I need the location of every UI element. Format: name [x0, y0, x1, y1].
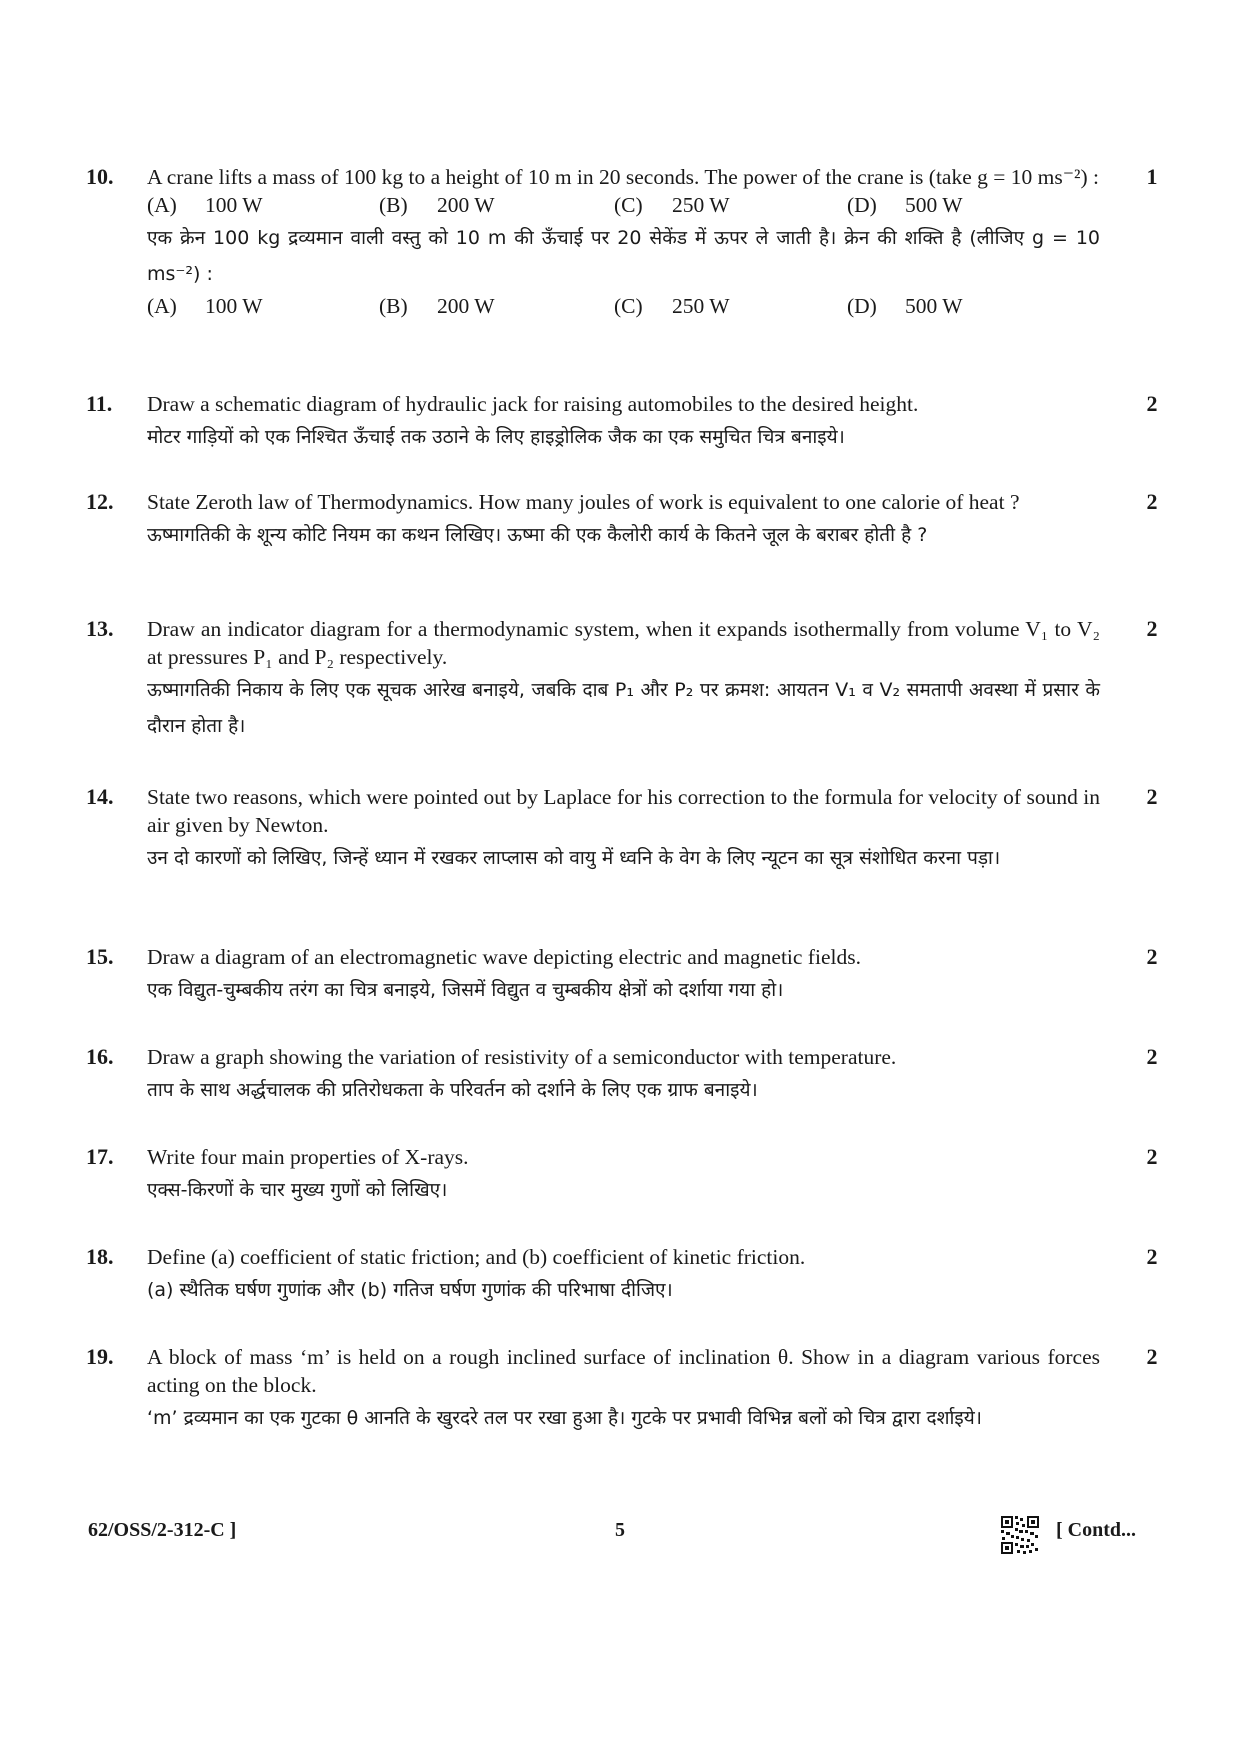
option-a: (A) 100 W	[147, 294, 263, 318]
question-text-hindi: एक क्रेन 100 kg द्रव्यमान वाली वस्तु को 10 m की ऊँचाई पर 20 सेकेंड में ऊपर ले जाती है। क्रेन की शक्ति है (लीजिए g = 10 ms⁻²) :	[147, 227, 1100, 285]
question-body	[147, 1243, 1100, 1308]
qr-code-icon	[1000, 1515, 1040, 1555]
question-body	[147, 488, 1100, 553]
question-marks: 2	[1146, 1044, 1158, 1069]
option-a: (A) 100 W	[147, 193, 263, 217]
option-d: (D) 500 W	[847, 193, 963, 217]
question-text-english: Draw a diagram of an electromagnetic wave depicting electric and magnetic fields.	[147, 945, 861, 969]
question-number: 14.	[86, 784, 114, 809]
continued-label: [ Contd...	[1056, 1519, 1137, 1541]
question-text-hindi: ऊष्मागतिकी के शून्य कोटि नियम का कथन लिखिए। ऊष्मा की एक कैलोरी कार्य के कितने जूल के बराबर होती है ?	[147, 524, 928, 546]
question-number: 10.	[86, 164, 114, 189]
question-number: 13.	[86, 616, 114, 641]
question-number: 11.	[86, 391, 113, 416]
option-b: (B) 200 W	[379, 294, 495, 318]
question-body	[147, 1143, 1100, 1208]
question-marks: 2	[1146, 1144, 1158, 1169]
question-text-hindi: (a) स्थैतिक घर्षण गुणांक और (b) गतिज घर्षण गुणांक की परिभाषा दीजिए।	[147, 1279, 673, 1301]
options-english	[147, 191, 1100, 219]
question-marks: 2	[1146, 616, 1158, 641]
question-text-english: Draw an indicator diagram for a thermodynamic system, when it expands isothermally from volume V₁ to V₂ at pressures P₁ and P₂ respectively.	[147, 617, 1100, 669]
question-marks: 2	[1146, 784, 1158, 809]
question-body	[147, 1043, 1100, 1108]
question-marks: 2	[1146, 944, 1158, 969]
question-marks: 2	[1146, 391, 1158, 416]
question-marks: 2	[1146, 1244, 1158, 1269]
option-c: (C) 250 W	[614, 294, 730, 318]
question-text-hindi: ‘m’ द्रव्यमान का एक गुटका θ आनति के खुरदरे तल पर रखा हुआ है। गुटके पर प्रभावी विभिन्न बलों को चित्र द्वारा दर्शाइये।	[147, 1407, 982, 1429]
option-b: (B) 200 W	[379, 193, 495, 217]
question-text-hindi: एक विद्युत-चुम्बकीय तरंग का चित्र बनाइये, जिसमें विद्युत व चुम्बकीय क्षेत्रों को दर्शाया गया हो।	[147, 979, 784, 1001]
question-body	[147, 390, 1100, 455]
question-number: 19.	[86, 1344, 114, 1369]
question-text-hindi: ऊष्मागतिकी निकाय के लिए एक सूचक आरेख बनाइये, जबकि दाब P₁ और P₂ पर क्रमश: आयतन V₁ व V₂ समतापी अवस्था में प्रसार के दौरान होता है।	[147, 679, 1100, 737]
question-text-hindi: ताप के साथ अर्द्धचालक की प्रतिरोधकता के परिवर्तन को दर्शाने के लिए एक ग्राफ बनाइये।	[147, 1079, 758, 1101]
question-text-hindi: मोटर गाड़ियों को एक निश्चित ऊँचाई तक उठाने के लिए हाइड्रोलिक जैक का एक समुचित चित्र बनाइये।	[147, 426, 845, 448]
question-text-english: A crane lifts a mass of 100 kg to a height of 10 m in 20 seconds. The power of the crane is (take g = 10 ms⁻²) :	[147, 165, 1100, 189]
question-text-english: State two reasons, which were pointed out by Laplace for his correction to the formula for velocity of sound in air given by Newton.	[147, 785, 1100, 837]
question-text-english: Define (a) coefficient of static friction; and (b) coefficient of kinetic friction.	[147, 1245, 806, 1269]
question-body	[147, 163, 1100, 320]
question-text-english: A block of mass ‘m’ is held on a rough inclined surface of inclination θ. Show in a diagram various forces acting on the block.	[147, 1345, 1100, 1397]
options-hindi	[147, 292, 1100, 320]
question-body	[147, 1343, 1100, 1436]
question-text-english: Draw a graph showing the variation of resistivity of a semiconductor with temperature.	[147, 1045, 897, 1069]
option-d: (D) 500 W	[847, 294, 963, 318]
question-text-english: State Zeroth law of Thermodynamics. How many joules of work is equivalent to one calorie of heat ?	[147, 490, 1020, 514]
question-number: 16.	[86, 1044, 114, 1069]
question-number: 12.	[86, 489, 114, 514]
question-number: 15.	[86, 944, 114, 969]
page-footer	[0, 1515, 1240, 1555]
question-body	[147, 615, 1100, 744]
question-text-hindi: एक्स-किरणों के चार मुख्य गुणों को लिखिए।	[147, 1179, 448, 1201]
question-marks: 1	[1146, 164, 1158, 189]
question-number: 18.	[86, 1244, 114, 1269]
question-marks: 2	[1146, 489, 1158, 514]
paper-code: 62/OSS/2-312-C ]	[88, 1519, 237, 1541]
page-number: 5	[615, 1519, 625, 1541]
question-text-hindi: उन दो कारणों को लिखिए, जिन्हें ध्यान में रखकर लाप्लास को वायु में ध्वनि के वेग के लिए न्यूटन का सूत्र संशोधित करना पड़ा।	[147, 847, 1001, 869]
question-text-english: Write four main properties of X-rays.	[147, 1145, 469, 1169]
question-body	[147, 943, 1100, 1008]
question-text-english: Draw a schematic diagram of hydraulic jack for raising automobiles to the desired height.	[147, 392, 919, 416]
question-body	[147, 783, 1100, 876]
question-number: 17.	[86, 1144, 114, 1169]
question-marks: 2	[1146, 1344, 1158, 1369]
option-c: (C) 250 W	[614, 193, 730, 217]
